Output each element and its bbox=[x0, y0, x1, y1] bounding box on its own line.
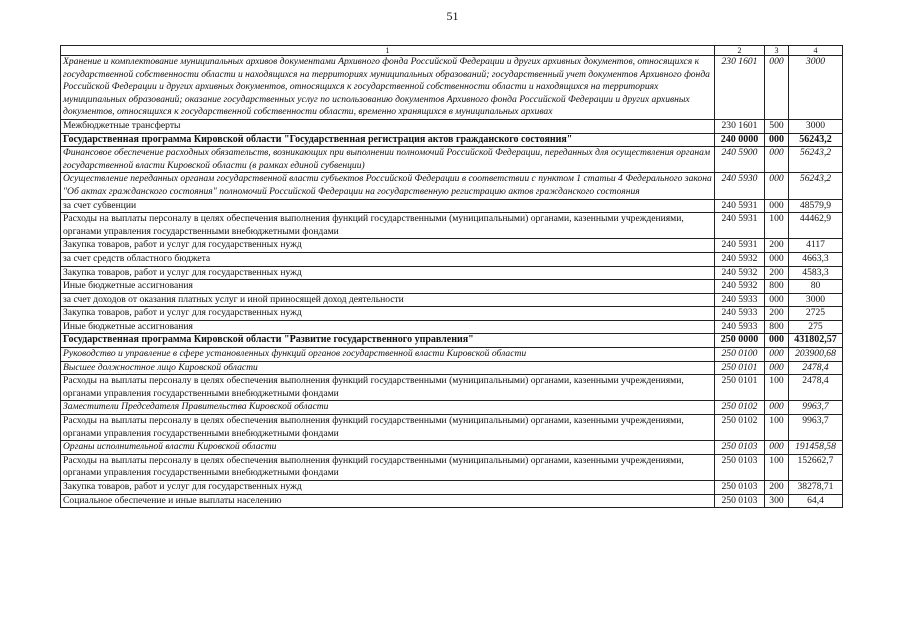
row-amount: 3000 bbox=[789, 293, 843, 307]
row-code: 250 0103 bbox=[715, 481, 765, 495]
row-description: Осуществление переданных органам государственной власти субъектов Российской Федерации в соответствии с пунктом 1 статьи 4 Федерального закона "Об актах гражданского состояния" полномочий Российской Федерации на государственную регистрацию актов гражданского состояния bbox=[61, 173, 715, 199]
row-description: Руководство и управление в сфере установленных функций органов государственной власти Кировской области bbox=[61, 348, 715, 362]
page-number: 51 bbox=[446, 9, 459, 23]
row-type: 100 bbox=[765, 375, 789, 401]
row-amount: 56243,2 bbox=[789, 147, 843, 173]
row-amount: 48579,9 bbox=[789, 199, 843, 213]
table-row bbox=[61, 401, 843, 415]
row-type: 800 bbox=[765, 320, 789, 334]
row-amount: 3000 bbox=[789, 56, 843, 120]
row-type: 000 bbox=[765, 401, 789, 415]
row-code: 250 0102 bbox=[715, 415, 765, 441]
row-amount: 203900,68 bbox=[789, 348, 843, 362]
row-description: Государственная программа Кировской области "Развитие государственного управления" bbox=[61, 334, 715, 348]
row-description: Расходы на выплаты персоналу в целях обеспечения выполнения функций государственными (муниципальными) органами, казенными учреждениями, органами управления государственными внебюджетными фондами bbox=[61, 213, 715, 239]
row-description: за счет средств областного бюджета bbox=[61, 252, 715, 266]
table-row bbox=[61, 133, 843, 147]
table-header-row bbox=[61, 46, 843, 56]
row-description: за счет доходов от оказания платных услуг и иной приносящей доход деятельности bbox=[61, 293, 715, 307]
row-amount: 275 bbox=[789, 320, 843, 334]
row-amount: 2725 bbox=[789, 307, 843, 321]
row-description: Закупка товаров, работ и услуг для государственных нужд bbox=[61, 307, 715, 321]
table-row bbox=[61, 119, 843, 133]
row-type: 000 bbox=[765, 334, 789, 348]
row-type: 200 bbox=[765, 266, 789, 280]
row-code: 250 0103 bbox=[715, 494, 765, 508]
row-description: Закупка товаров, работ и услуг для государственных нужд bbox=[61, 481, 715, 495]
row-description: Социальное обеспечение и иные выплаты населению bbox=[61, 494, 715, 508]
row-type: 000 bbox=[765, 441, 789, 455]
row-code: 240 5932 bbox=[715, 266, 765, 280]
row-amount: 4663,3 bbox=[789, 252, 843, 266]
row-type: 100 bbox=[765, 415, 789, 441]
row-code: 240 5933 bbox=[715, 320, 765, 334]
header-col-4: 4 bbox=[789, 46, 843, 56]
row-type: 000 bbox=[765, 199, 789, 213]
row-amount: 56243,2 bbox=[789, 133, 843, 147]
table-row bbox=[61, 173, 843, 199]
row-description: Закупка товаров, работ и услуг для государственных нужд bbox=[61, 266, 715, 280]
row-code: 250 0100 bbox=[715, 348, 765, 362]
table-row bbox=[61, 481, 843, 495]
row-type: 000 bbox=[765, 147, 789, 173]
table-row bbox=[61, 252, 843, 266]
row-amount: 3000 bbox=[789, 119, 843, 133]
header-col-3: 3 bbox=[765, 46, 789, 56]
row-description: Органы исполнительной власти Кировской области bbox=[61, 441, 715, 455]
row-type: 000 bbox=[765, 133, 789, 147]
row-amount: 191458,58 bbox=[789, 441, 843, 455]
row-amount: 56243,2 bbox=[789, 173, 843, 199]
row-description: Расходы на выплаты персоналу в целях обеспечения выполнения функций государственными (муниципальными) органами, казенными учреждениями, органами управления государственными внебюджетными фондами bbox=[61, 375, 715, 401]
row-amount: 9963,7 bbox=[789, 401, 843, 415]
row-description: Межбюджетные трансферты bbox=[61, 119, 715, 133]
row-type: 000 bbox=[765, 348, 789, 362]
table-row bbox=[61, 56, 843, 120]
row-code: 240 5930 bbox=[715, 173, 765, 199]
table-row bbox=[61, 415, 843, 441]
row-description: Иные бюджетные ассигнования bbox=[61, 320, 715, 334]
header-col-1: 1 bbox=[61, 46, 715, 56]
row-code: 240 5931 bbox=[715, 239, 765, 253]
row-code: 250 0101 bbox=[715, 361, 765, 375]
table-row bbox=[61, 239, 843, 253]
row-type: 800 bbox=[765, 280, 789, 294]
row-type: 200 bbox=[765, 307, 789, 321]
row-description: Государственная программа Кировской области "Государственная регистрация актов гражданского состояния" bbox=[61, 133, 715, 147]
row-code: 240 5932 bbox=[715, 280, 765, 294]
row-amount: 2478,4 bbox=[789, 361, 843, 375]
table-row bbox=[61, 348, 843, 362]
row-code: 240 5933 bbox=[715, 307, 765, 321]
row-description: Высшее должностное лицо Кировской области bbox=[61, 361, 715, 375]
header-col-2: 2 bbox=[715, 46, 765, 56]
row-description: Хранение и комплектование муниципальных архивов документами Архивного фонда Российской Федерации и других архивных документов, относящихся к государственной собственности области и находящихся на территориях муниципальных образований; государственный учет документов Архивного фонда Российской Федерации и других архивных документов, относящихся к государственной собственности области и находящихся на территориях муниципальных образований; оказание государственных услуг по использованию документов Архивного фонда Российской Федерации и других архивных документов, относящихся к государственной собственности области, временно хранящихся в муниципальных архивах bbox=[61, 56, 715, 120]
row-code: 250 0103 bbox=[715, 454, 765, 480]
table-row bbox=[61, 199, 843, 213]
row-type: 300 bbox=[765, 494, 789, 508]
row-description: Закупка товаров, работ и услуг для государственных нужд bbox=[61, 239, 715, 253]
row-type: 200 bbox=[765, 239, 789, 253]
row-type: 000 bbox=[765, 293, 789, 307]
row-description: Расходы на выплаты персоналу в целях обеспечения выполнения функций государственными (муниципальными) органами, казенными учреждениями, органами управления государственными внебюджетными фондами bbox=[61, 454, 715, 480]
row-description: Финансовое обеспечение расходных обязательств, возникающих при выполнении полномочий Российской Федерации, переданных для осуществления органам государственной власти Кировской области (в рамках единой субвенции) bbox=[61, 147, 715, 173]
row-code: 240 5933 bbox=[715, 293, 765, 307]
row-amount: 38278,71 bbox=[789, 481, 843, 495]
row-code: 250 0000 bbox=[715, 334, 765, 348]
row-type: 000 bbox=[765, 252, 789, 266]
table-row bbox=[61, 266, 843, 280]
row-code: 230 1601 bbox=[715, 56, 765, 120]
table-row bbox=[61, 361, 843, 375]
row-type: 000 bbox=[765, 56, 789, 120]
row-code: 230 1601 bbox=[715, 119, 765, 133]
table-row bbox=[61, 454, 843, 480]
table-row bbox=[61, 334, 843, 348]
row-amount: 80 bbox=[789, 280, 843, 294]
table-row bbox=[61, 375, 843, 401]
row-description: за счет субвенции bbox=[61, 199, 715, 213]
row-code: 240 5900 bbox=[715, 147, 765, 173]
row-type: 100 bbox=[765, 213, 789, 239]
row-description: Расходы на выплаты персоналу в целях обеспечения выполнения функций государственными (муниципальными) органами, казенными учреждениями, органами управления государственными внебюджетными фондами bbox=[61, 415, 715, 441]
row-amount: 2478,4 bbox=[789, 375, 843, 401]
row-type: 000 bbox=[765, 173, 789, 199]
row-type: 000 bbox=[765, 361, 789, 375]
table-row bbox=[61, 280, 843, 294]
row-amount: 4583,3 bbox=[789, 266, 843, 280]
budget-table-body bbox=[61, 46, 843, 508]
row-amount: 152662,7 bbox=[789, 454, 843, 480]
row-description: Заместители Председателя Правительства Кировской области bbox=[61, 401, 715, 415]
table-row bbox=[61, 213, 843, 239]
table-row bbox=[61, 307, 843, 321]
table-row bbox=[61, 494, 843, 508]
row-type: 500 bbox=[765, 119, 789, 133]
row-amount: 4117 bbox=[789, 239, 843, 253]
row-type: 200 bbox=[765, 481, 789, 495]
row-code: 240 0000 bbox=[715, 133, 765, 147]
row-code: 250 0103 bbox=[715, 441, 765, 455]
row-code: 240 5931 bbox=[715, 213, 765, 239]
budget-table bbox=[60, 45, 843, 508]
row-description: Иные бюджетные ассигнования bbox=[61, 280, 715, 294]
table-row bbox=[61, 320, 843, 334]
row-type: 100 bbox=[765, 454, 789, 480]
row-code: 250 0101 bbox=[715, 375, 765, 401]
table-row bbox=[61, 293, 843, 307]
row-code: 240 5932 bbox=[715, 252, 765, 266]
table-row bbox=[61, 441, 843, 455]
row-code: 240 5931 bbox=[715, 199, 765, 213]
row-amount: 9963,7 bbox=[789, 415, 843, 441]
row-amount: 431802,57 bbox=[789, 334, 843, 348]
row-code: 250 0102 bbox=[715, 401, 765, 415]
row-amount: 64,4 bbox=[789, 494, 843, 508]
row-amount: 44462,9 bbox=[789, 213, 843, 239]
table-row bbox=[61, 147, 843, 173]
